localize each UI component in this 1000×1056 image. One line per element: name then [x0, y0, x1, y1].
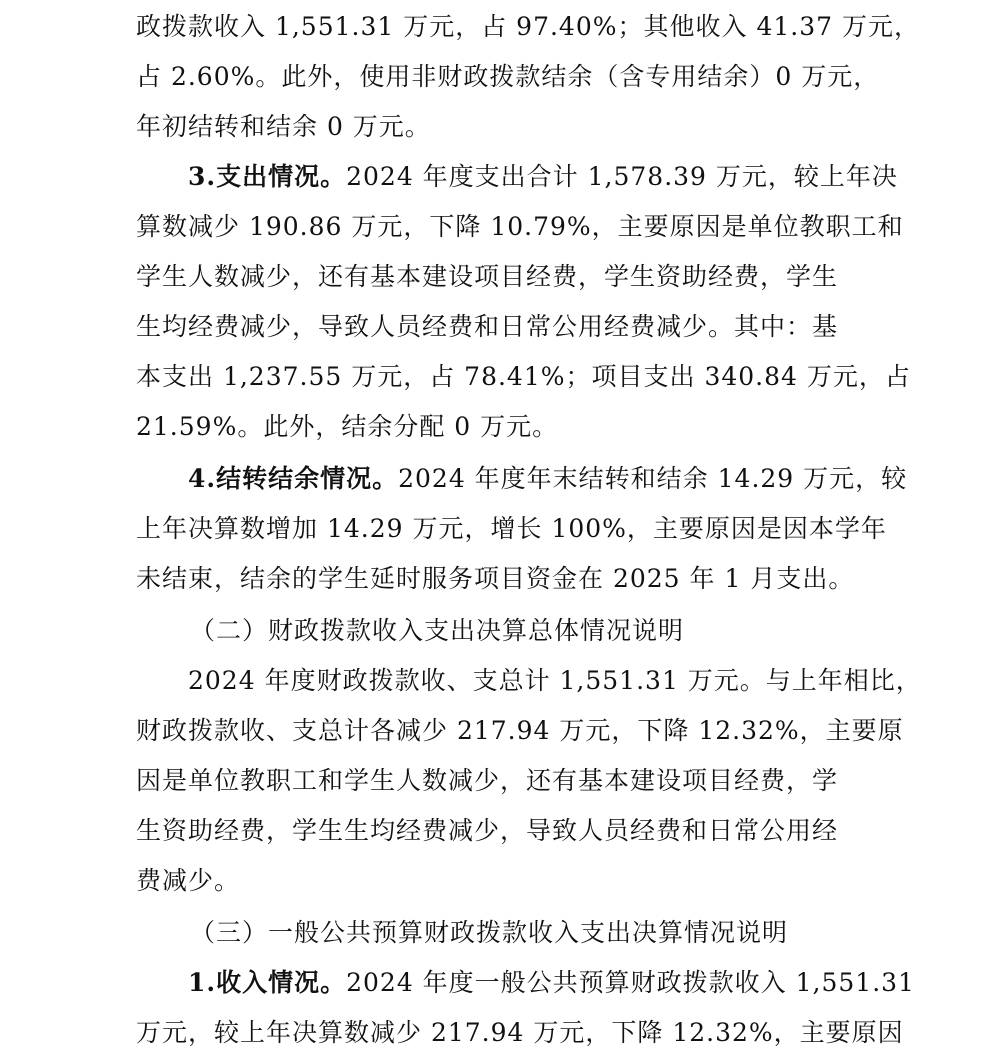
- text-line: 生资助经费，学生生均经费减少，导致人员经费和日常公用经: [136, 816, 839, 845]
- text-line: 学生人数减少，还有基本建设项目经费，学生资助经费，学生: [136, 262, 839, 291]
- text-line: 未结束，结余的学生延时服务项目资金在 2025 年 1 月支出。: [136, 564, 855, 593]
- text-line: 占 2.60%。此外，使用非财政拨款结余（含专用结余）0 万元，: [136, 62, 880, 91]
- text-line: 万元，较上年决算数减少 217.94 万元，下降 12.32%，主要原因: [136, 1018, 904, 1047]
- text-line: 上年决算数增加 14.29 万元，增长 100%，主要原因是因本学年: [136, 514, 887, 543]
- text-line: 算数减少 190.86 万元，下降 10.79%，主要原因是单位教职工和: [136, 212, 904, 241]
- paragraph-heading: 1.收入情况。: [188, 968, 347, 997]
- text-line: 2024 年度财政拨款收、支总计 1,551.31 万元。与上年相比，: [188, 666, 922, 695]
- section-heading: （三）一般公共预算财政拨款收入支出决算情况说明: [190, 918, 789, 947]
- text-line: 因是单位教职工和学生人数减少，还有基本建设项目经费，学: [136, 766, 839, 795]
- section-heading: （二）财政拨款收入支出决算总体情况说明: [190, 616, 685, 645]
- text-line: 年初结转和结余 0 万元。: [136, 112, 431, 141]
- paragraph-expenditure: 3.支出情况。2024 年度支出合计 1,578.39 万元，较上年决: [188, 162, 898, 191]
- text-line: 本支出 1,237.55 万元，占 78.41%；项目支出 340.84 万元，占: [136, 362, 911, 391]
- paragraph-heading: 4.结转结余情况。: [188, 464, 399, 493]
- text-line: 政拨款收入 1,551.31 万元，占 97.40%；其他收入 41.37 万元，: [136, 12, 920, 41]
- paragraph-income: 1.收入情况。2024 年度一般公共预算财政拨款收入 1,551.31: [188, 968, 915, 997]
- text-line: 费减少。: [136, 866, 241, 895]
- text-line: 21.59%。此外，结余分配 0 万元。: [136, 412, 559, 441]
- text-line: 财政拨款收、支总计各减少 217.94 万元，下降 12.32%，主要原: [136, 716, 904, 745]
- text-line: 生均经费减少，导致人员经费和日常公用经费减少。其中：基: [136, 312, 839, 341]
- paragraph-carryover: 4.结转结余情况。2024 年度年末结转和结余 14.29 万元，较: [188, 464, 908, 493]
- paragraph-heading: 3.支出情况。: [188, 162, 347, 191]
